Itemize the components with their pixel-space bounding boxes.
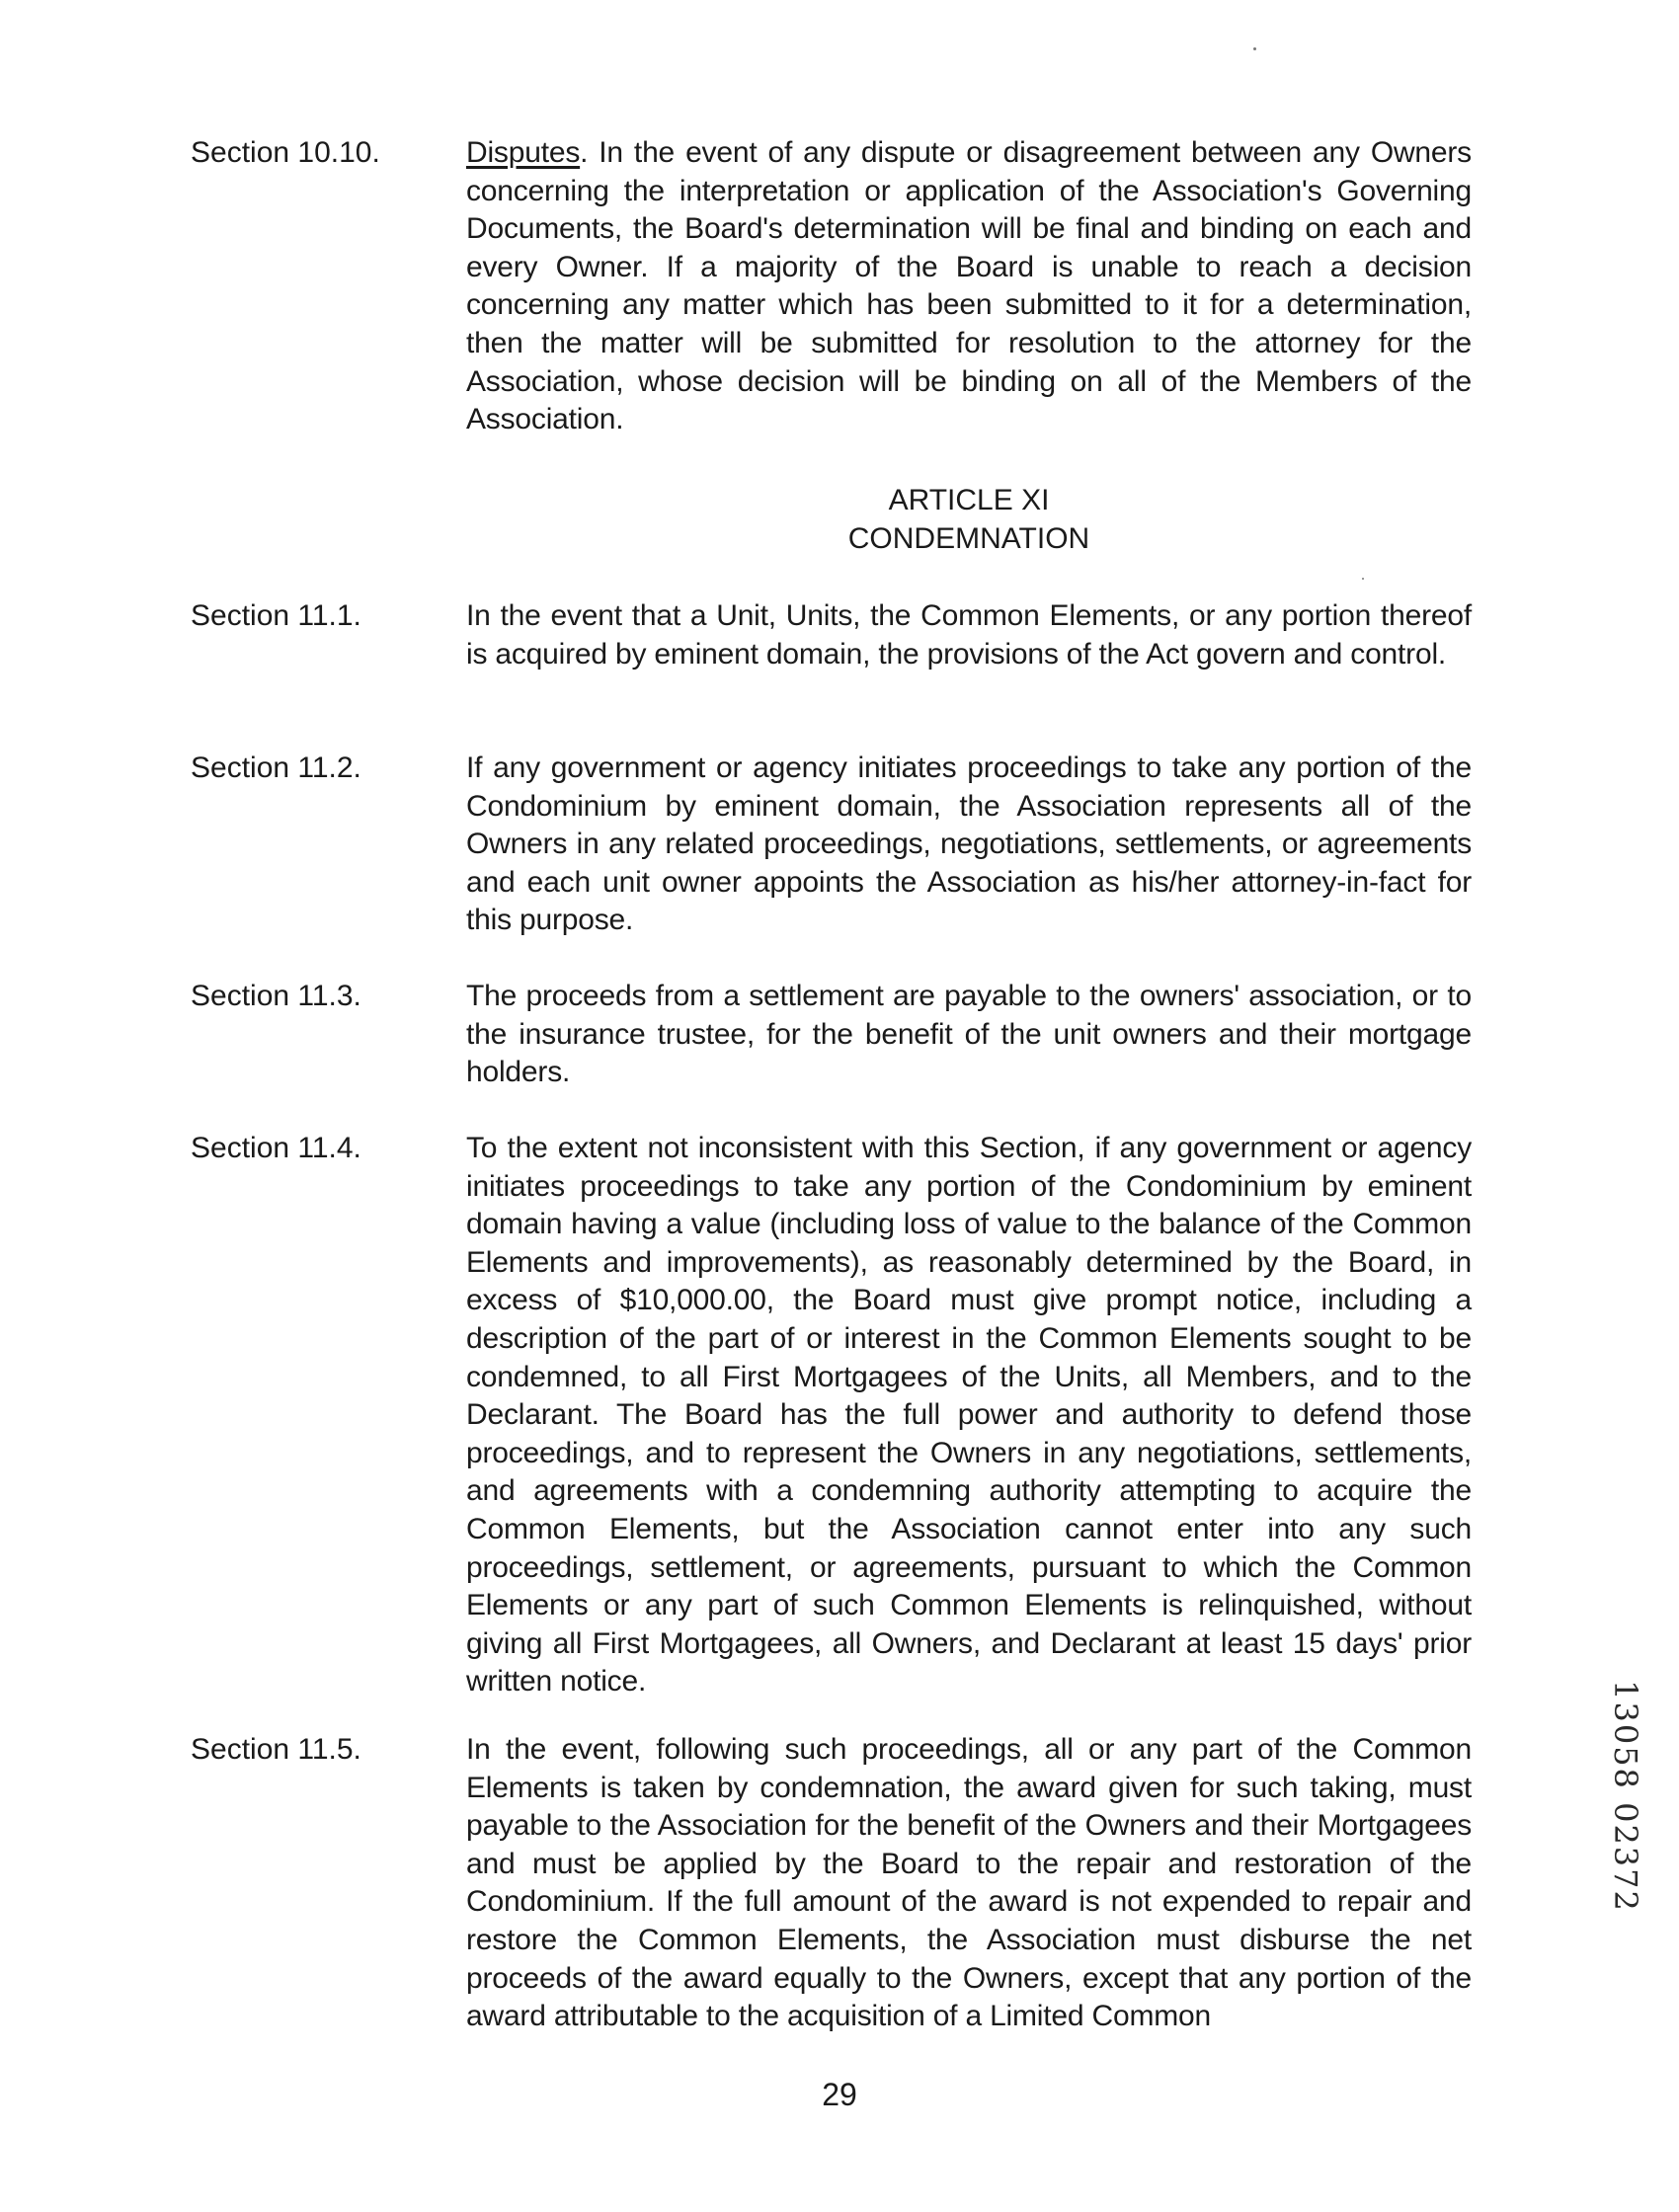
section-text: To the extent not inconsistent with this Section, if any government or agency initiates proceedings to take any portion of the Condominium by eminent domain having a value (including loss of value to the balance of the Common Elements and improvements), as reasonably determined by the Board, in excess of $10,000.00, the Board must give prompt notice, including a description of the part of or interest in the Common Elements sought to be condemned, to all First Mortgagees of the Units, all Members, and to the Declarant. The Board has the full power and authority to defend those proceedings, and to represent the Owners in any negotiations, settlements, and agreements with a condemning authority attempting to acquire the Common Elements, but the Association cannot enter into any such proceedings, settlement, or agreements, pursuant to which the Common Elements or any part of such Common Elements is relinquished, without giving all First Mortgagees, all Owners, and Declarant at least 15 days' prior written notice. <box>466 1132 1472 1698</box>
section-text <box>466 134 1472 439</box>
section-label: Section 11.1. <box>191 599 361 632</box>
page-number: 29 <box>822 2077 857 2112</box>
section-heading-punct: . <box>580 136 589 169</box>
section-label: Section 11.5. <box>191 1733 361 1766</box>
section-label: Section 11.2. <box>191 751 361 784</box>
section-text: In the event, following such proceedings, all or any part of the Common Elements is taken by condemnation, the award given for such taking, must payable to the Association for the benefit of the Owners and their Mortgagees and must be applied by the Board to the repair and restoration of the Condominium. If the full amount of the award is not expended to repair and restore the Common Elements, the Association must disburse the net proceeds of the award equally to the Owners, except that any portion of the award attributable to the acquisition of a Limited Common <box>466 1733 1472 2033</box>
section-text: If any government or agency initiates proceedings to take any portion of the Condominium by eminent domain, the Association represents all of the Owners in any related proceedings, negotiations, settlements, or agreements and each unit owner appoints the Association as his/her attorney-in-fact for this purpose. <box>466 751 1472 937</box>
section-label: Section 11.4. <box>191 1132 361 1164</box>
section-text: The proceeds from a settlement are payable to the owners' association, or to the insurance trustee, for the benefit of the unit owners and their mortgage holders. <box>466 980 1472 1089</box>
scan-speck <box>1253 47 1256 50</box>
recording-stamp-text: 13058 02372 <box>1607 1680 1644 1913</box>
section-label: Section 10.10. <box>191 136 380 169</box>
section-label: Section 11.3. <box>191 980 361 1012</box>
recording-stamp <box>1606 1589 1645 2004</box>
article-number: ARTICLE XI <box>888 484 1050 516</box>
article-title: CONDEMNATION <box>847 522 1090 555</box>
section-heading: Disputes <box>466 136 581 169</box>
section-body-text: In the event of any dispute or disagreement between any Owners concerning the interpretation or application of the Association's Governing Documents, the Board's determination will be final and binding on each and every Owner. If a majority of the Board is unable to reach a decision concerning any matter which has been submitted to it for a determination, then the matter will be submitted for resolution to the attorney for the Association, whose decision will be binding on all of the Members of the Association. <box>466 136 1472 436</box>
scan-speck <box>1362 578 1364 580</box>
section-text: In the event that a Unit, Units, the Common Elements, or any portion thereof is acquired by eminent domain, the provisions of the Act govern and control. <box>466 599 1472 671</box>
